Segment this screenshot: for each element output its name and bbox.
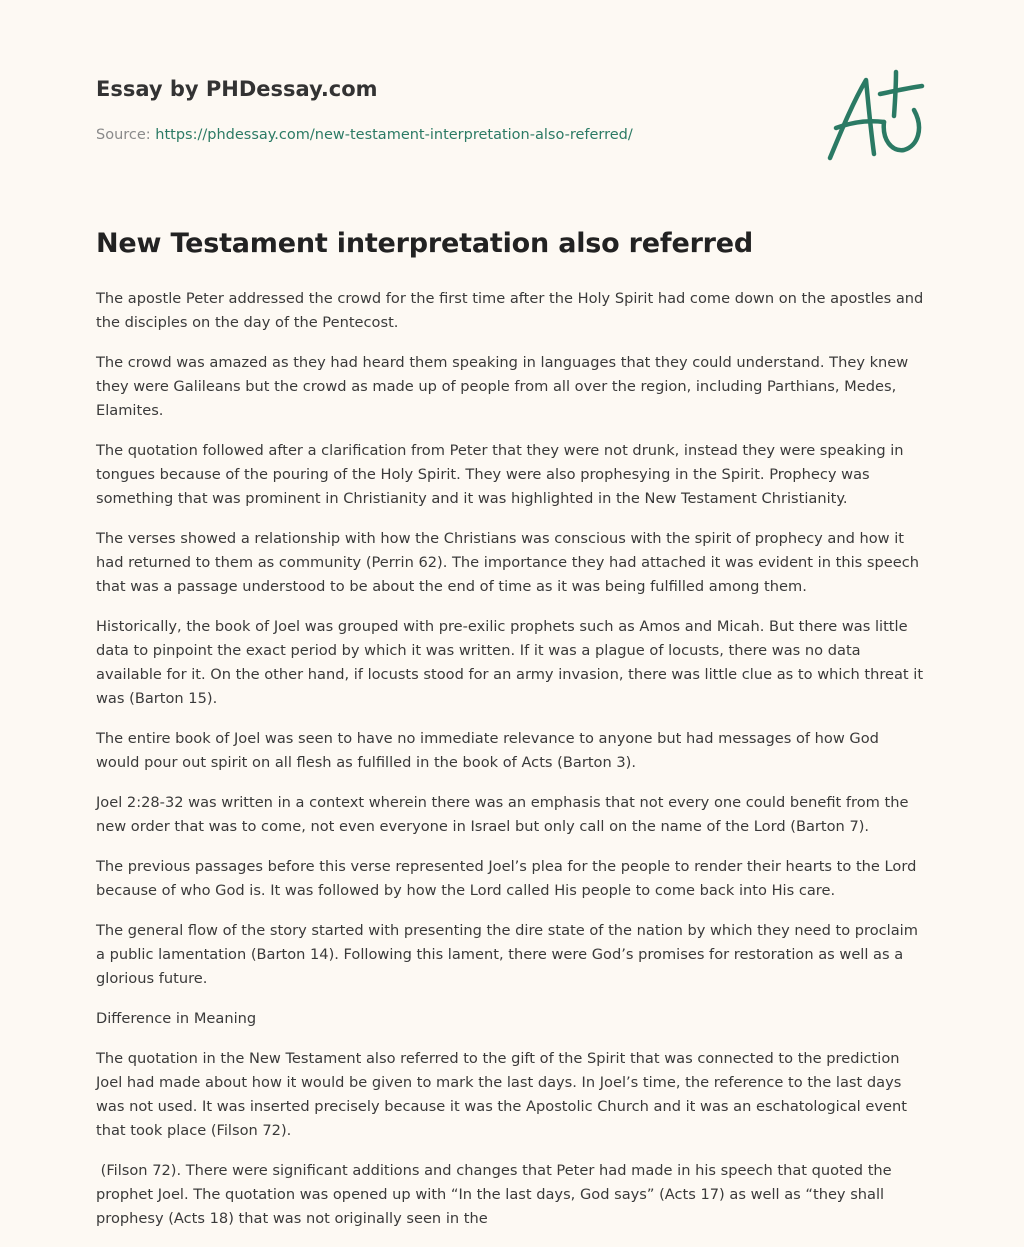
source-line [96, 125, 796, 145]
essay-paragraph: The entire book of Joel was seen to have no immediate relevance to anyone but had messages of how God would pour out spirit on all flesh as fulfilled in the book of Acts (Barton 3). [96, 730, 879, 771]
a-plus-logo [822, 66, 930, 166]
essay-paragraph: Historically, the book of Joel was grouped with pre-exilic prophets such as Amos and Micah. But there was little data to pinpoint the exact period by which it was written. If it was a plague of locusts, there was no data available for it. On the other hand, if locusts stood for an army invasion, there was little clue as to which threat it was (Barton 15). [96, 618, 924, 707]
section-heading: Difference in Meaning [96, 1010, 257, 1027]
essay-paragraph: Joel 2:28-32 was written in a context wherein there was an emphasis that not every one could benefit from the new order that was to come, not even everyone in Israel but only call on the name of the Lord (Barton 7). [96, 794, 909, 835]
a-plus-logo-graphic [822, 66, 930, 166]
essay-paragraph: The crowd was amazed as they had heard them speaking in languages that they could understand. They knew they were Galileans but the crowd as made up of people from all over the region, including Parthians, Medes, Elamites. [96, 354, 909, 419]
site-title: Essay by PHDessay.com [96, 77, 378, 101]
essay-paragraph: The quotation followed after a clarification from Peter that they were not drunk, instead they were speaking in tongues because of the pouring of the Holy Spirit. They were also prophesying in the Spirit. Prophecy was something that was prominent in Christianity and it was highlighted in the New Testament Christianity. [96, 442, 904, 507]
essay-paragraph: (Filson 72). There were significant additions and changes that Peter had made in his speech that quoted the prophet Joel. The quotation was opened up with “In the last days, God says” (Acts 17) as well as “they shall prophesy (Acts 18) that was not originally seen in the [96, 1162, 897, 1227]
source-label: Source: [96, 127, 151, 143]
essay-paragraph: The apostle Peter addressed the crowd for the first time after the Holy Spirit had come down on the apostles and the disciples on the day of the Pentecost. [96, 290, 924, 331]
essay-paragraph: The quotation in the New Testament also referred to the gift of the Spirit that was connected to the prediction Joel had made about how it would be given to mark the last days. In Joel’s time, the reference to the last days was not used. It was inserted precisely because it was the Apostolic Church and it was an eschatological event that took place (Filson 72). [96, 1050, 907, 1139]
essay-paragraph: The general flow of the story started with presenting the dire state of the nation by which they need to proclaim a public lamentation (Barton 14). Following this lament, there were God’s promises for restoration as well as a glorious future. [96, 922, 918, 987]
essay-title: New Testament interpretation also referred [96, 228, 754, 259]
source-link[interactable]: https://phdessay.com/new-testament-interpretation-also-referred/ [155, 127, 633, 143]
essay-paragraph: The previous passages before this verse represented Joel’s plea for the people to render their hearts to the Lord because of who God is. It was followed by how the Lord called His people to come back into His care. [96, 858, 917, 899]
essay-content [96, 222, 924, 1247]
essay-paragraph: The verses showed a relationship with how the Christians was conscious with the spirit of prophecy and how it had returned to them as community (Perrin 62). The importance they had attached it was evident in this speech that was a passage understood to be about the end of time as it was being fulfilled among them. [96, 530, 919, 595]
page-header [96, 74, 796, 145]
